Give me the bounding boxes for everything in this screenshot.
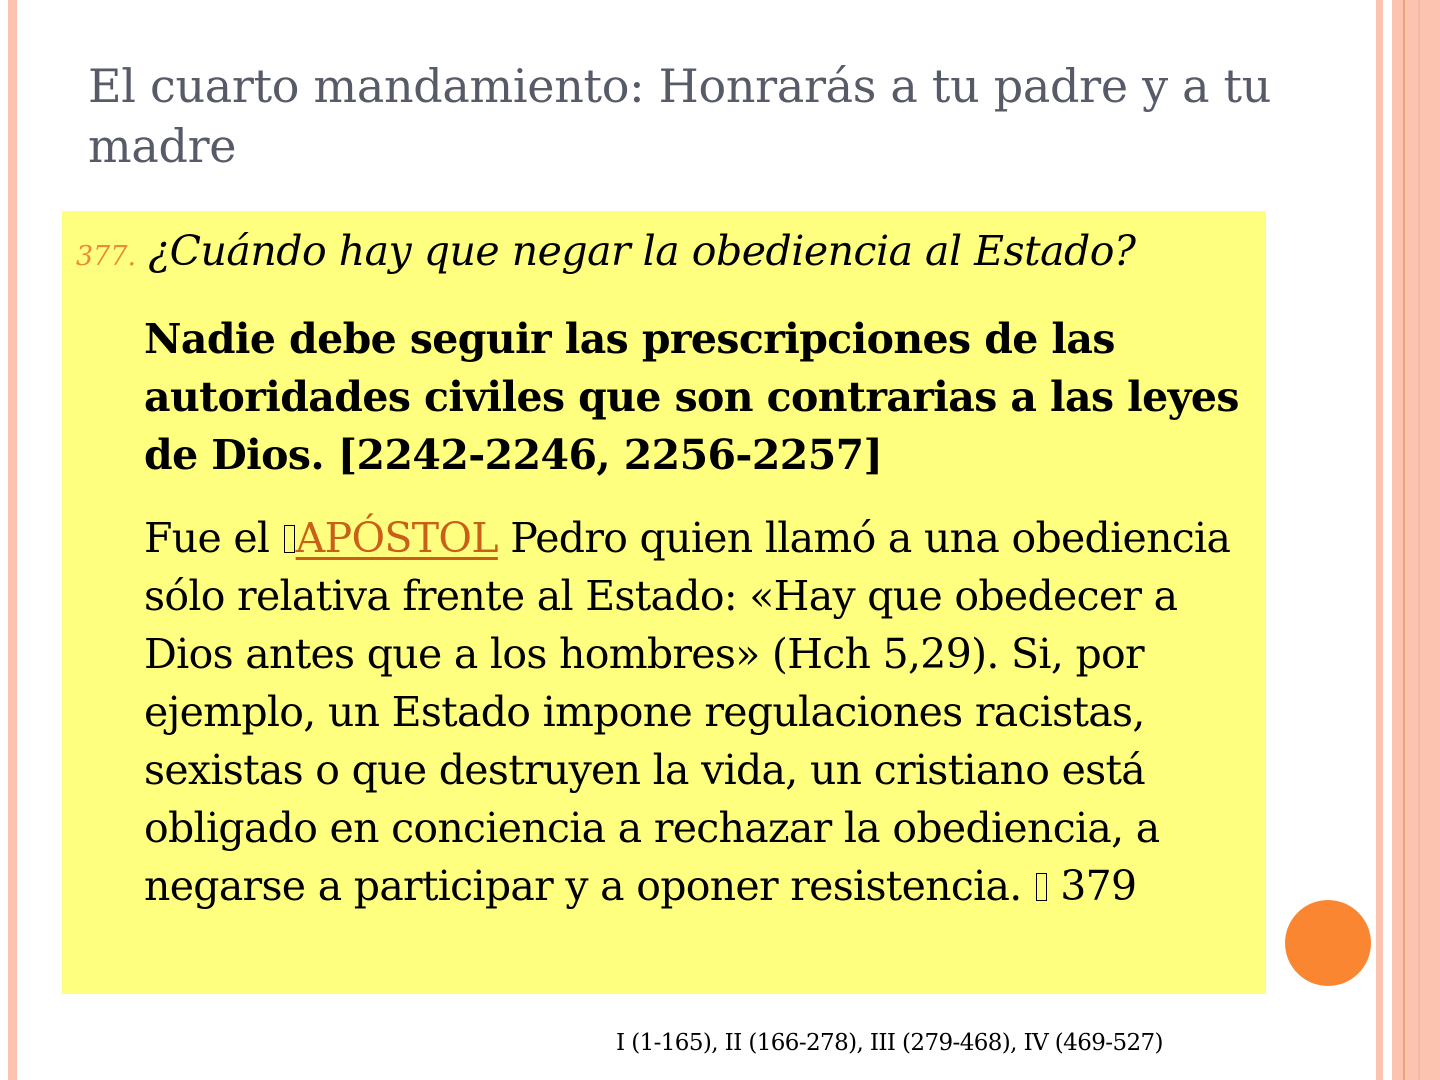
reference-number: 379 xyxy=(1047,862,1137,910)
footer-section-ranges: I (1-165), II (166-278), III (279-468), IV (469-527) xyxy=(616,1030,1163,1056)
decorative-orange-circle xyxy=(1285,900,1371,986)
right-decorative-line-light xyxy=(1418,0,1420,1080)
right-decorative-stripe-thin xyxy=(1376,0,1383,1080)
question-row xyxy=(76,227,1135,275)
reference-arrow-icon xyxy=(1036,873,1047,901)
explanation-paragraph xyxy=(144,509,1254,915)
question-text: ¿Cuándo hay que negar la obediencia al Estado? xyxy=(148,227,1136,275)
explanation-prefix: Fue el xyxy=(144,514,282,562)
explanation-body: Pedro quien llamó a una obediencia sólo relativa frente al Estado: «Hay que obedecer a Dios antes que a los hombres» (Hch 5,29). Si, por ejemplo, un Estado impone regulaciones racistas, sexistas o que destruyen la vida, un cristiano está obligado en conciencia a rechazar la obediencia, a negarse a participar y a oponer resistencia. xyxy=(144,514,1231,910)
right-decorative-stripe-wide xyxy=(1392,0,1440,1080)
left-decorative-stripe xyxy=(8,0,17,1080)
missing-glyph-icon xyxy=(284,525,295,553)
content-box xyxy=(62,211,1266,994)
question-number: 377. xyxy=(76,241,137,272)
apostol-link[interactable]: APÓSTOL xyxy=(295,514,498,562)
answer-text: Nadie debe seguir las prescripciones de las autoridades civiles que son contrarias a las leyes de Dios. [2242-2246, 2256-2257] xyxy=(144,315,1239,479)
slide-title: El cuarto mandamiento: Honrarás a tu padre y a tu madre xyxy=(88,59,1272,173)
right-decorative-line xyxy=(1403,0,1405,1080)
